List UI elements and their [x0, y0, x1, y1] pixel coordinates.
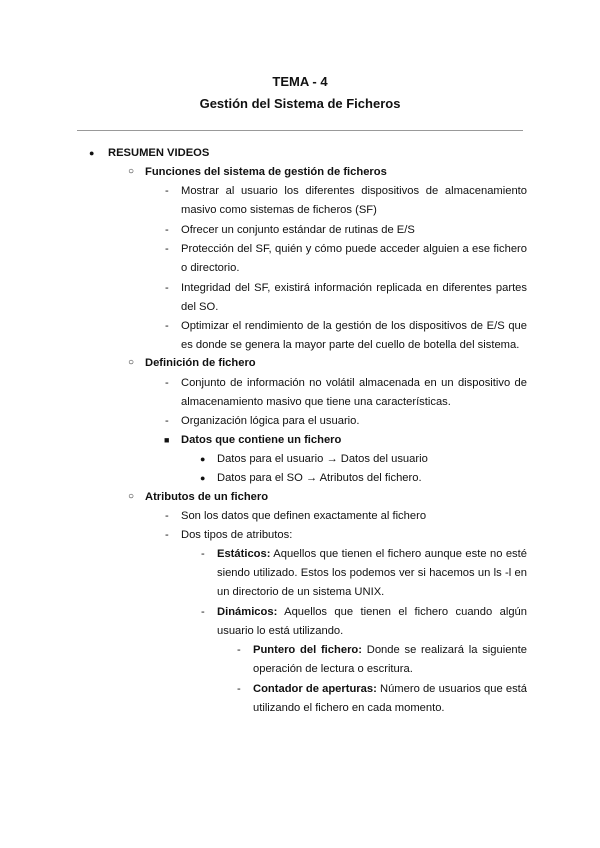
bullet-marker: ● [200, 473, 206, 483]
divider [77, 130, 523, 131]
list-item: Dos tipos de atributos: [181, 529, 293, 541]
puntero-text: Donde se realizará la siguiente [366, 644, 527, 656]
list-item: siendo utilizado. Estos los podemos ver si hacemos un ls -l en [217, 567, 527, 579]
heading-datos-fichero: Datos que contiene un fichero [181, 434, 342, 446]
circle-marker: ○ [128, 491, 135, 502]
dash-marker: - [165, 510, 169, 522]
page-title: TEMA - 4 [272, 74, 328, 89]
list-item: Datos para el usuario → Datos del usuario [217, 453, 428, 465]
heading-definicion: Definición de fichero [145, 357, 256, 369]
page-subtitle: Gestión del Sistema de Ficheros [199, 96, 401, 111]
bullet-marker: ● [200, 454, 206, 464]
list-item: Mostrar al usuario los diferentes dispositivos de almacenamiento [181, 185, 527, 197]
list-item: Datos para el SO → Atributos del fichero. [217, 472, 422, 484]
dash-marker: - [165, 320, 169, 332]
list-item: Son los datos que definen exactamente al fichero [181, 510, 427, 522]
dash-marker: - [237, 683, 241, 695]
contador-text: Número de usuarios que está [380, 683, 528, 695]
dash-marker: - [165, 415, 169, 427]
list-item-estaticos [217, 547, 527, 561]
list-item: es donde se genera la mayor parte del cuello de botella del sistema. [181, 339, 520, 351]
puntero-label: Puntero del fichero: [253, 644, 362, 656]
list-item: del SO. [181, 301, 219, 313]
dash-marker: - [165, 224, 169, 236]
list-item-contador [253, 682, 527, 696]
circle-marker: ○ [128, 166, 135, 177]
contador-label: Contador de aperturas: [253, 683, 377, 695]
list-item: Conjunto de información no volátil almacenada en un dispositivo de [181, 377, 527, 389]
list-item-puntero [253, 643, 527, 657]
dinamicos-label: Dinámicos: [217, 606, 278, 618]
bullet-marker: ● [89, 148, 95, 158]
list-item: o directorio. [181, 262, 240, 274]
dash-marker: - [165, 185, 169, 197]
heading-funciones: Funciones del sistema de gestión de ficheros [145, 166, 387, 178]
dash-marker: - [165, 282, 169, 294]
list-item: un directorio de un sistema UNIX. [217, 586, 385, 598]
section-resumen: RESUMEN VIDEOS [108, 147, 210, 159]
list-item: Integridad del SF, existirá información replicada en diferentes partes [181, 282, 527, 294]
heading-atributos: Atributos de un fichero [145, 491, 269, 503]
dash-marker: - [165, 243, 169, 255]
square-marker: ■ [164, 435, 170, 445]
list-item: operación de lectura o escritura. [253, 663, 413, 675]
estaticos-label: Estáticos: [217, 548, 271, 560]
list-item: utilizando el fichero en cada momento. [253, 702, 445, 714]
dash-marker: - [237, 644, 241, 656]
list-item: Protección del SF, quién y cómo puede acceder alguien a ese fichero [181, 243, 527, 255]
circle-marker: ○ [128, 357, 135, 368]
list-item: Optimizar el rendimiento de la gestión de los dispositivos de E/S que [181, 320, 527, 332]
dash-marker: - [201, 606, 205, 618]
dash-marker: - [165, 377, 169, 389]
estaticos-text: Aquellos que tienen el fichero aunque este no esté [273, 548, 527, 560]
list-item: almacenamiento masivo que tiene una características. [181, 396, 451, 408]
list-item-dinamicos [217, 605, 527, 619]
dinamicos-text: Aquellos que tienen el fichero cuando algún [284, 606, 527, 618]
list-item: Organización lógica para el usuario. [181, 415, 360, 427]
dash-marker: - [165, 529, 169, 541]
list-item: Ofrecer un conjunto estándar de rutinas de E/S [181, 224, 415, 236]
list-item: usuario lo está utilizando. [217, 625, 344, 637]
list-item: masivo como sistemas de ficheros (SF) [181, 204, 377, 216]
dash-marker: - [201, 548, 205, 560]
